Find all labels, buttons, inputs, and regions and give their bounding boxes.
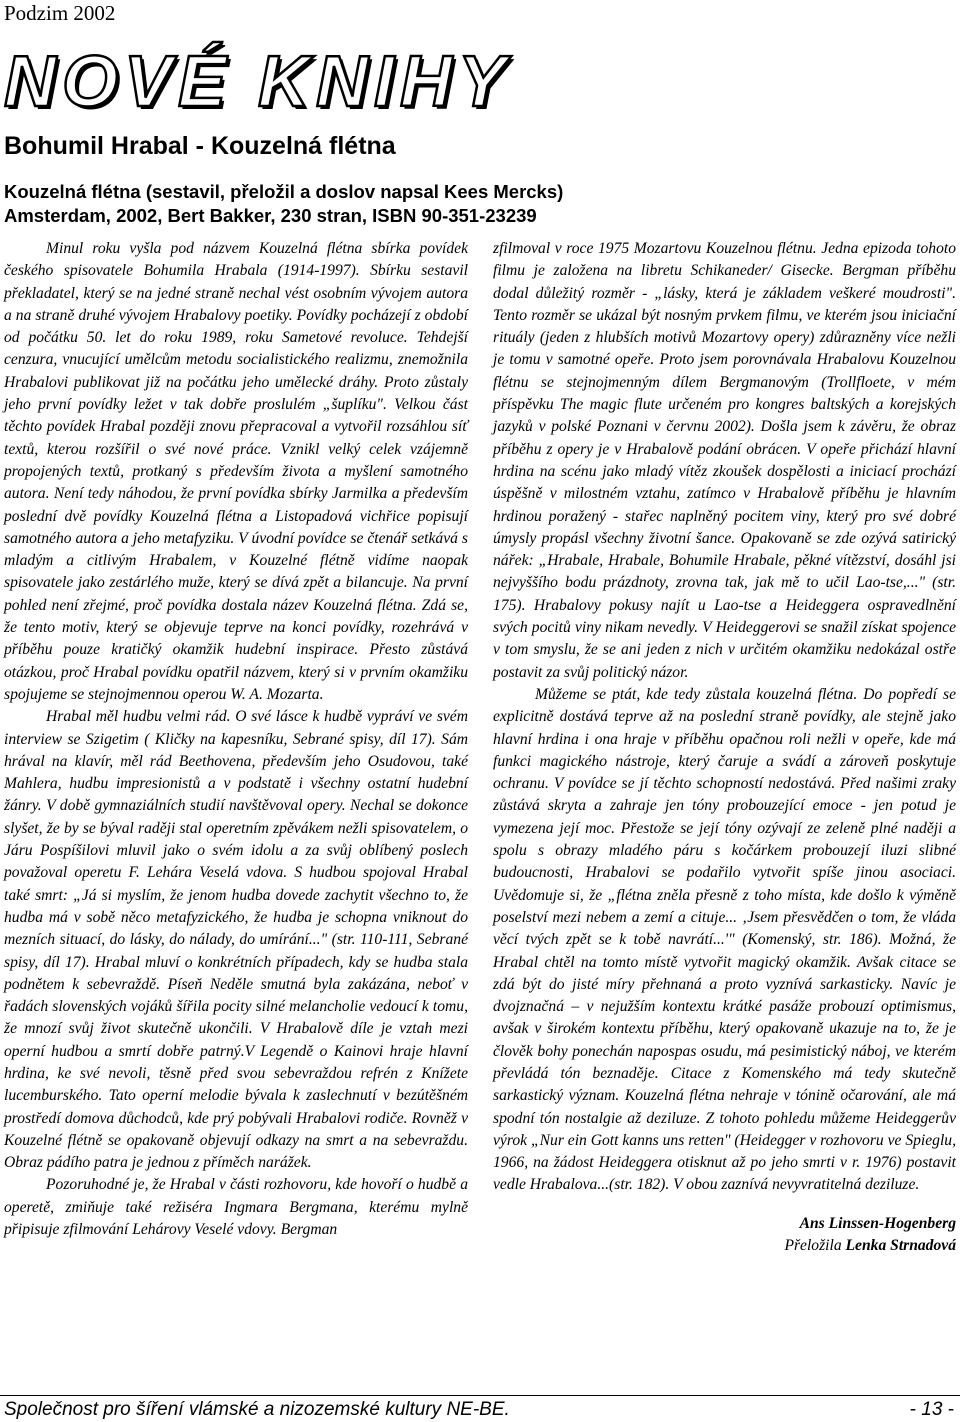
- translator-name: Lenka Strnadová: [845, 1237, 956, 1255]
- translated-by-label: Přeložila: [784, 1237, 846, 1255]
- section-heading: NOVÉ KNIHY: [4, 42, 513, 122]
- body-paragraph: Hrabal měl hudbu velmi rád. O své lásce k hudbě vypráví ve svém interview se Szigetim ( Kličky na kapesníku, Sebrané spisy, díl 17). Sám hrával na klavír, měl rád Beethovena, především jeho Osudovou, také Mahlera, hudbu impresionistů a v podstatě i všechny ostatní hudební žánry. V době gymnaziálních studií navštěvoval opery. Nechal se dokonce slyšet, že by se býval raději stal operetním zpěvákem nežli spisovatelem, o Járu Pospíšilovi mluvil jako o svém idolu a za svůj oblíbený poslech považoval operetu F. Lehára Veselá vdova. S hudbou spojoval Hrabal také smrt: „Já si myslím, že jenom hudba dovede zachytit všechno to, že hudba má v sobě něco metafyzického, že hudba je schopna vniknout do mezních situací, do lásky, do nálady, do umírání..." (str. 110-111, Sebrané spisy, díl 17). Hrabal mluví o konkrétních případech, kdy se hudba stala podnětem k sebevraždě. Píseň Neděle smutná byla zakázána, neboť v řadách slovenských vojáků šířila pocity silné melancholie vedoucí k tomu, že mnozí svůj život skutečně ukončili. V Hrabalově díle je vztah mezi operní hudbou a smrtí dobře patrný.V Legendě o Kainovi hraje hlavní hrdina, ke své nevoli, těsně před svou sebevraždou refrén z Knížete lucemburského. Tato operní melodie bývala k zaslechnutí v bezútěšném prostředí domova důchodců, kde prý pobývali Hrabalovi rodiče. Rovněž v Kouzelné flétně se opakovaně objevují odkazy na smrt a na sebevraždu. Obraz pádího patra je jednou z příměch narážek.: [4, 708, 468, 1172]
- right-column: [493, 238, 956, 1257]
- translator-credit: [493, 1235, 956, 1257]
- left-column: [4, 238, 468, 1241]
- body-paragraph: zfilmoval v roce 1975 Mozartovu Kouzelnou flétnu. Jedna epizoda tohoto filmu je založena na libretu Schikaneder/ Gisecke. Bergman příběhu dodal důležitý rozměr - „lásky, která je základem veškeré moudrosti". Tento rozměr se ukázal být nosným prvkem filmu, ve kterém jsou iniciační rituály (jeden z hlubších motivů Mozartovy opery) zdůrazněny více nežli je tomu v samotné opeře. Proto jsem porovnávala Hrabalovu Kouzelnou flétnu se stejnojmenným dílem Bergmanovým (Trollfloete, v mém příspěvku The magic flute určeném pro kongres baltských a korejských jazyků v polské Poznani v červnu 2002). Došla jsem k závěru, že obraz příběhu z opery je v Hrabalově podání obrácen. V opeře přichází hlavní hrdina na scénu jako mladý vítěz zkoušek dospělosti a iniciací prochází úspěšně v milostném vztahu, zatímco v Hrabalově příběhu je hlavním hrdinou poražený - stařec naplněný pocitem viny, který pro své dobré úmysly propásl všechny životní šance. Opakovaně se zde ozývá satirický nářek: „Hrabale, Hrabale, Bohumile Hrabale, pěkné vítězství, dosáhl jsi nejvyššího bodu prázdnoty, zrovna tak, jak mě to učil Lao-tse,..." (str. 175). Hrabalovy pokusy najít u Lao-tse a Heideggera ospravedlnění svých pocitů viny nikam nevedly. V Heideggerovi se snažil získat spojence v tom smyslu, že se ani jeden z nich v určitém okamžiku nedokázal ostře postavit za svůj politický názor.: [493, 240, 956, 681]
- body-paragraph: Minul roku vyšla pod názvem Kouzelná flétna sbírka povídek českého spisovatele Bohumila Hrabala (1914-1997). Sbírku sestavil překladatel, který se na jedné straně nechal vést osobním vývojem autora a na straně druhé vývojem Hrabalovy poetiky. Povídky pocházejí z období od počátku 50. let do roku 1989, roku Sametové revoluce. Tehdejší cenzura, vnucující umělcům metodu socialistického realizmu, znemožnila Hrabalovi publikovat již na počátku jeho umělecké dráhy. Proto zůstaly jeho první povídky ležet v tak dobře proslulém „šuplíku". Velkou část těchto povídek Hrabal později znovu přepracoval a vytvořil rozsáhlou síť textů, kterou rozšířil o své nové práce. Vznikl velký celek vzájemně propojených textů, protkaný s především života a myšlení samotného autora. Není tedy náhodou, že první povídka sbírky Jarmilka a především poslední dvě povídky Kouzelná flétna a Listopadová vichřice popisují samotného autora a jeho metafyziku. V úvodní povídce se čtenář setkává s mladým a citlivým Hrabalem, v Kouzelné flétně vidíme naopak spisovatele jako zestárlého muže, který se dívá zpět a bilancuje. Na první pohled není zřejmé, proč povídka dostala název Kouzelná flétna. Zdá se, že tento motiv, který se objevuje teprve na konci povídky, rozehrává v příběhu pouze kratičký okamžik hudební inspirace. Přesto zůstává otázkou, proč Hrabal povídku opatřil názvem, který si v prvním okamžiku spojujeme se stejnojmennou operou W. A. Mozarta.: [4, 240, 468, 703]
- issue-label: Podzim 2002: [4, 1, 116, 25]
- article-title: Bohumil Hrabal - Kouzelná flétna: [4, 132, 396, 160]
- body-paragraph: Můžeme se ptát, kde tedy zůstala kouzelná flétna. Do popředí se explicitně dostává teprve až na poslední straně povídky, ale stejně jako hlavní hrdina i ona hraje v příběhu opačnou roli nežli v opeře, kde má funkci magického nástroje, který čaruje a svádí a zároveň poskytuje ochranu. V povídce se jí těchto schopností nedostává. Před našimi zraky zůstává skryta a zahraje jen tóny probouzející emoce - jen potud je vymezena její moc. Přestože se její tóny ozývají ze zeleně plné naději a spolu s obrazy mladého páru s kočárkem probouzejí iluzi slibné budoucnosti, Hrabalovi se podařilo vytvořit spíše jinou asociaci. Uvědomuje si, že „flétna zněla přesně z toho místa, kde došlo k výměně poselství mezi nebem a zemí a cituje... ‚Jsem přesvědčen o tom, že vláda věcí tvých zpět se k tobě navrátí...'" (Komenský, str. 186). Možná, že Hrabal chtěl na tomto místě vytvořit magický okamžik. Avšak citace se zdá být do jisté míry přehnaná a proto vyznívá sarkasticky. Navíc je dvojznačná – v nejužším kontextu krátké pasáže probouzí optimismus, avšak v širokém kontextu příběhu, který opakovaně ukazuje na to, že je člověk bohy ponechán napospas osudu, má pesimistický náboj, ve kterém převládá tón beznaděje. Citace z Komenského má tedy skutečně sarkastický význam. Kouzelná flétna nehraje v tónině očarování, ale má spodní tón nostalgie až deziluze. Z tohoto pohledu můžeme Heideggerův výrok „Nur ein Gott kanns uns retten" (Heidegger v rozhovoru ve Spieglu, 1966, na žádost Heideggera otisknut až po jeho smrti v r. 1976) postavit vedle Hrabalova...(str. 182). V obou zaznívá nevyvratitelná deziluze.: [493, 685, 957, 1194]
- page-number: - 13 -: [909, 1399, 954, 1420]
- biblio-line-1: Kouzelná flétna (sestavil, přeložil a doslov napsal Kees Mercks): [4, 181, 564, 202]
- biblio-line-2: Amsterdam, 2002, Bert Bakker, 230 stran, ISBN 90-351-23239: [4, 205, 537, 226]
- footer-divider: [0, 1395, 960, 1396]
- footer-organization: Společnost pro šíření vlámské a nizozemské kultury NE-BE.: [4, 1399, 510, 1420]
- bibliographic-info: [4, 180, 954, 228]
- body-paragraph: Pozoruhodné je, že Hrabal v části rozhovoru, kde hovoří o hudbě a operetě, zmiňuje také režiséra Ingmara Bergmana, kterému mylně připisuje zfilmování Lehárovy Veselé vdovy. Bergman: [4, 1176, 468, 1239]
- author-signature: Ans Linssen-Hogenberg: [799, 1214, 956, 1232]
